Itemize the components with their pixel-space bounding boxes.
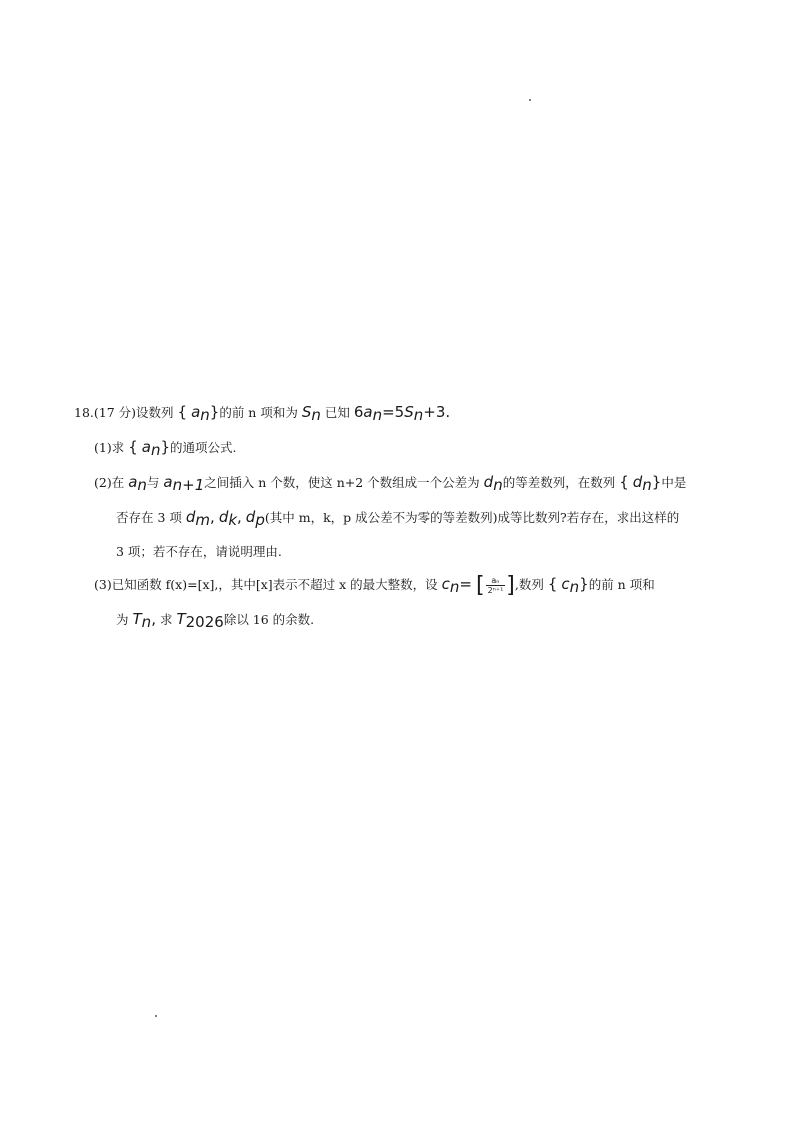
part1-label: (1)求	[94, 440, 125, 455]
math-comma: ,	[210, 508, 215, 526]
subscript-k: k	[228, 511, 238, 529]
math-S: S	[301, 403, 312, 421]
subscript-n: n	[150, 441, 161, 459]
part2-text: (其中 m，k，p 成公差不为零的等差数列)成等比数列?若存在，求出这样的	[264, 510, 680, 525]
part2-text: 之间插入 n 个数，使这 n+2 个数组成一个公差为	[204, 475, 480, 490]
math-T: T	[132, 610, 142, 628]
fraction-numerator: aₙ	[486, 576, 506, 586]
stem-text: 的前 n 项和为	[219, 405, 298, 420]
subscript-n: n	[642, 476, 652, 494]
fraction	[486, 576, 506, 595]
brace-open: {	[128, 438, 138, 456]
brace-close: }	[160, 438, 170, 456]
subscript-n-plus-1: n+1	[172, 476, 205, 494]
floor-fraction	[475, 572, 515, 598]
subscript-n: n	[137, 476, 147, 494]
part3-text: ,数列	[514, 577, 544, 592]
subscript-n: n	[372, 406, 383, 424]
math-number: =5	[382, 403, 405, 421]
brace-close: }	[651, 473, 662, 491]
part2-text: 3 项；若不存在，请说明理由.	[116, 544, 282, 559]
part3-text: 的前 n 项和	[588, 577, 655, 592]
stem-text: 已知	[324, 405, 350, 420]
math-comma: ,	[237, 508, 242, 526]
speck-mark	[155, 1015, 157, 1017]
subscript-p: p	[255, 511, 265, 529]
math-c: c	[561, 575, 570, 593]
subscript-n: n	[493, 476, 503, 494]
speck-mark	[529, 99, 531, 101]
math-T: T	[176, 610, 186, 628]
math-d: d	[632, 473, 643, 491]
math-d: d	[483, 473, 494, 491]
subscript-n: n	[449, 578, 460, 596]
part-2-cont	[74, 542, 714, 562]
subscript-n: n	[200, 406, 210, 424]
brace-close: }	[579, 575, 589, 593]
problem-score: (17 分)	[93, 405, 137, 420]
part-2	[74, 472, 714, 495]
part2-label: (2)在	[94, 475, 125, 490]
part-3-cont	[74, 609, 714, 632]
part-3	[74, 574, 714, 597]
math-a: a	[141, 438, 151, 456]
math-a: a	[191, 403, 201, 421]
subscript-n: n	[413, 406, 424, 424]
math-d: d	[185, 508, 196, 526]
part3-text: 为	[116, 612, 129, 627]
stem-text: 设数列	[136, 405, 174, 420]
part3-text: 求	[159, 612, 173, 627]
part1-text: 的通项公式.	[170, 440, 237, 455]
part2-text: 中是	[661, 475, 687, 490]
subscript-n: n	[311, 406, 321, 424]
math-a: a	[363, 403, 373, 421]
math-S: S	[404, 403, 414, 421]
fraction-denominator: 2ⁿ⁺¹	[487, 586, 504, 595]
math-number: 6	[353, 403, 364, 421]
bracket-open: [	[475, 572, 485, 598]
problem-number: 18.	[74, 405, 94, 420]
problem-stem	[74, 402, 714, 425]
math-number: +3.	[423, 403, 451, 421]
part2-text: 否存在 3 项	[116, 510, 182, 525]
math-equals: =	[459, 575, 472, 593]
brace-open: {	[547, 575, 558, 593]
part2-text: 的等差数列，在数列	[502, 475, 616, 490]
part3-text: 除以 16 的余数.	[223, 612, 315, 627]
math-comma: ,	[151, 610, 156, 628]
subscript-n: n	[141, 613, 152, 631]
part-1	[74, 437, 714, 460]
math-a: a	[163, 473, 173, 491]
subscript-2026: 2026	[185, 613, 224, 631]
part-2-cont	[74, 507, 714, 530]
brace-open: {	[619, 473, 629, 491]
part2-text: 与	[146, 475, 160, 490]
subscript-n: n	[569, 578, 580, 596]
brace-open: {	[177, 403, 188, 421]
subscript-m: m	[195, 511, 211, 529]
brace-close: }	[209, 403, 220, 421]
math-a: a	[128, 473, 138, 491]
bracket-close: ]	[506, 572, 515, 598]
math-d: d	[245, 508, 256, 526]
part3-label: (3)已知函数 f(x)=[x],，其中[x]表示不超过 x 的最大整数，设	[94, 577, 438, 592]
math-d: d	[218, 508, 229, 526]
problem-18	[74, 402, 714, 644]
math-c: c	[441, 575, 450, 593]
